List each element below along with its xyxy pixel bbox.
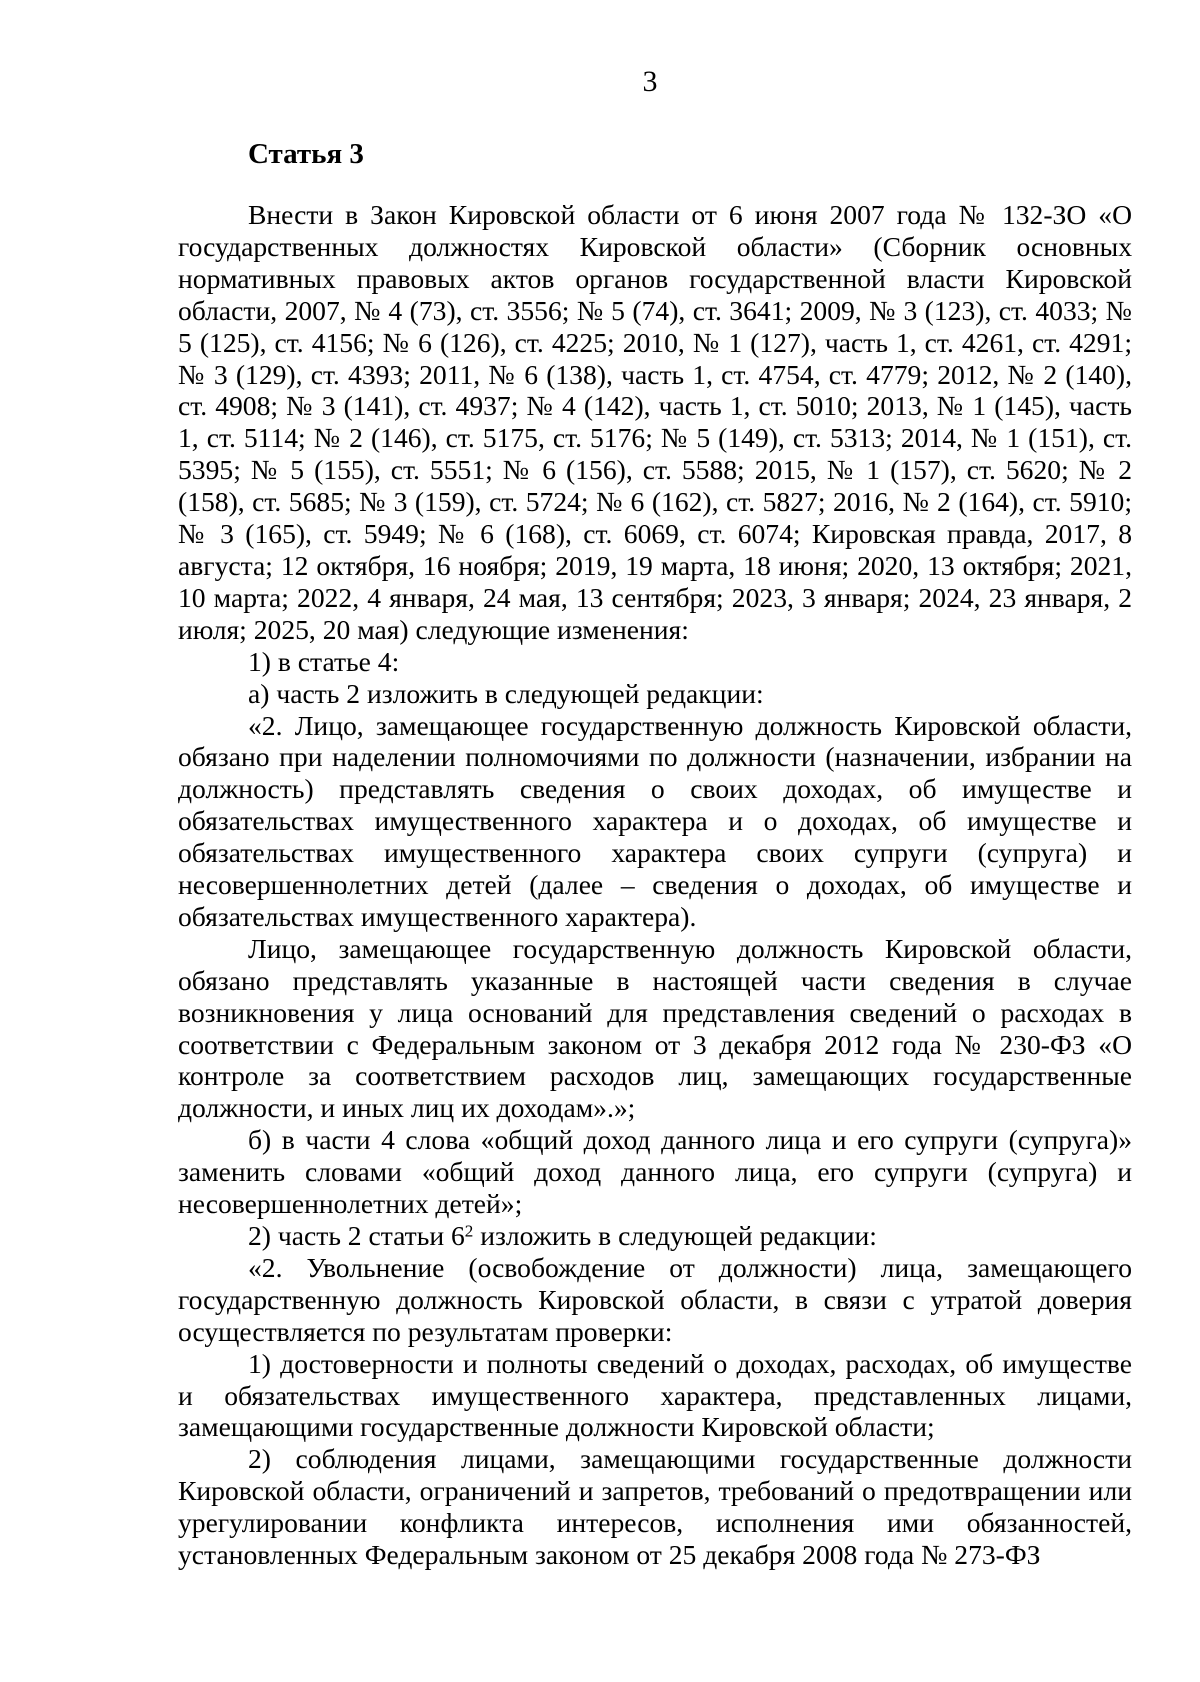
item-2-text-after: изложить в следующей редакции:: [473, 1220, 877, 1251]
item-1-heading: 1) в статье 4:: [248, 645, 400, 677]
article-superscript: 2: [464, 1221, 474, 1241]
article-title: Статья 3: [248, 138, 364, 170]
subitem-b-paragraph: б) в части 4 слова «общий доход данного лица и его супруги (супруга)» заменить словами «общий доход данного лица, его супруги (супруга) и несовершеннолетних детей»;: [178, 1124, 1132, 1220]
document-body: [178, 199, 1132, 1571]
intro-paragraph: Внести в Закон Кировской области от 6 июня 2007 года № 132-ЗО «О государственных должностях Кировской области» (Сборник основных нормативных правовых актов органов государственной власти Кировской области, 2007, № 4 (73), ст. 3556; № 5 (74), ст. 3641; 2009, № 3 (123), ст. 4033; № 5 (125), ст. 4156; № 6 (126), ст. 4225; 2010, № 1 (127), часть 1, ст. 4261, ст. 4291; № 3 (129), ст. 4393; 2011, № 6 (138), часть 1, ст. 4754, ст. 4779; 2012, № 2 (140), ст. 4908; № 3 (141), ст. 4937; № 4 (142), часть 1, ст. 5010; 2013, № 1 (145), часть 1, ст. 5114; № 2 (146), ст. 5175, ст. 5176; № 5 (149), ст. 5313; 2014, № 1 (151), ст. 5395; № 5 (155), ст. 5551; № 6 (156), ст. 5588; 2015, № 1 (157), ст. 5620; № 2 (158), ст. 5685; № 3 (159), ст. 5724; № 6 (162), ст. 5827; 2016, № 2 (164), ст. 5910; № 3 (165), ст. 5949; № 6 (168), ст. 6069, ст. 6074; Кировская правда, 2017, 8 августа; 12 октября, 16 ноября; 2019, 19 марта, 18 июня; 2020, 13 октября; 2021, 10 марта; 2022, 4 января, 24 мая, 13 сентября; 2023, 3 января; 2024, 23 января, 2 июля; 2025, 20 мая) следующие изменения:: [178, 199, 1132, 645]
part-2-text-paragraph-1: «2. Лицо, замещающее государственную должность Кировской области, обязано при наделении полномочиями по должности (назначении, избрании на должность) представлять сведения о своих доходах, об имуществе и обязательствах имущественного характера и о доходах, об имуществе и обязательствах имущественного характера своих супруги (супруга) и несовершеннолетних детей (далее – сведения о доходах, об имуществе и обязательствах имущественного характера).: [178, 709, 1132, 932]
check-item-2-paragraph: 2) соблюдения лицами, замещающими государственные должности Кировской области, ограничений и запретов, требований о предотвращении или урегулировании конфликта интересов, исполнения ими обязанностей, установленных Федеральным законом от 25 декабря 2008 года № 273-ФЗ: [178, 1443, 1132, 1571]
dismissal-paragraph: «2. Увольнение (освобождение от должности) лица, замещающего государственную должность Кировской области, в связи с утратой доверия осуществляется по результатам проверки:: [178, 1251, 1132, 1347]
item-2-heading: [178, 1220, 1132, 1252]
subitem-a-heading: а) часть 2 изложить в следующей редакции:: [248, 677, 764, 709]
check-item-1-paragraph: 1) достоверности и полноты сведений о доходах, расходах, об имуществе и обязательствах имущественного характера, представленных лицами, замещающими государственные должности Кировской области;: [178, 1347, 1132, 1443]
part-2-text-paragraph-2: Лицо, замещающее государственную должность Кировской области, обязано представлять указанные в настоящей части сведения в случае возникновения у лица оснований для представления сведений о расходах в соответствии с Федеральным законом от 3 декабря 2012 года № 230-ФЗ «О контроле за соответствием расходов лиц, замещающих государственные должности, и иных лиц их доходам».»;: [178, 932, 1132, 1124]
item-2-text-before: 2) часть 2 статьи 6: [248, 1220, 465, 1251]
page-number: 3: [642, 65, 658, 98]
